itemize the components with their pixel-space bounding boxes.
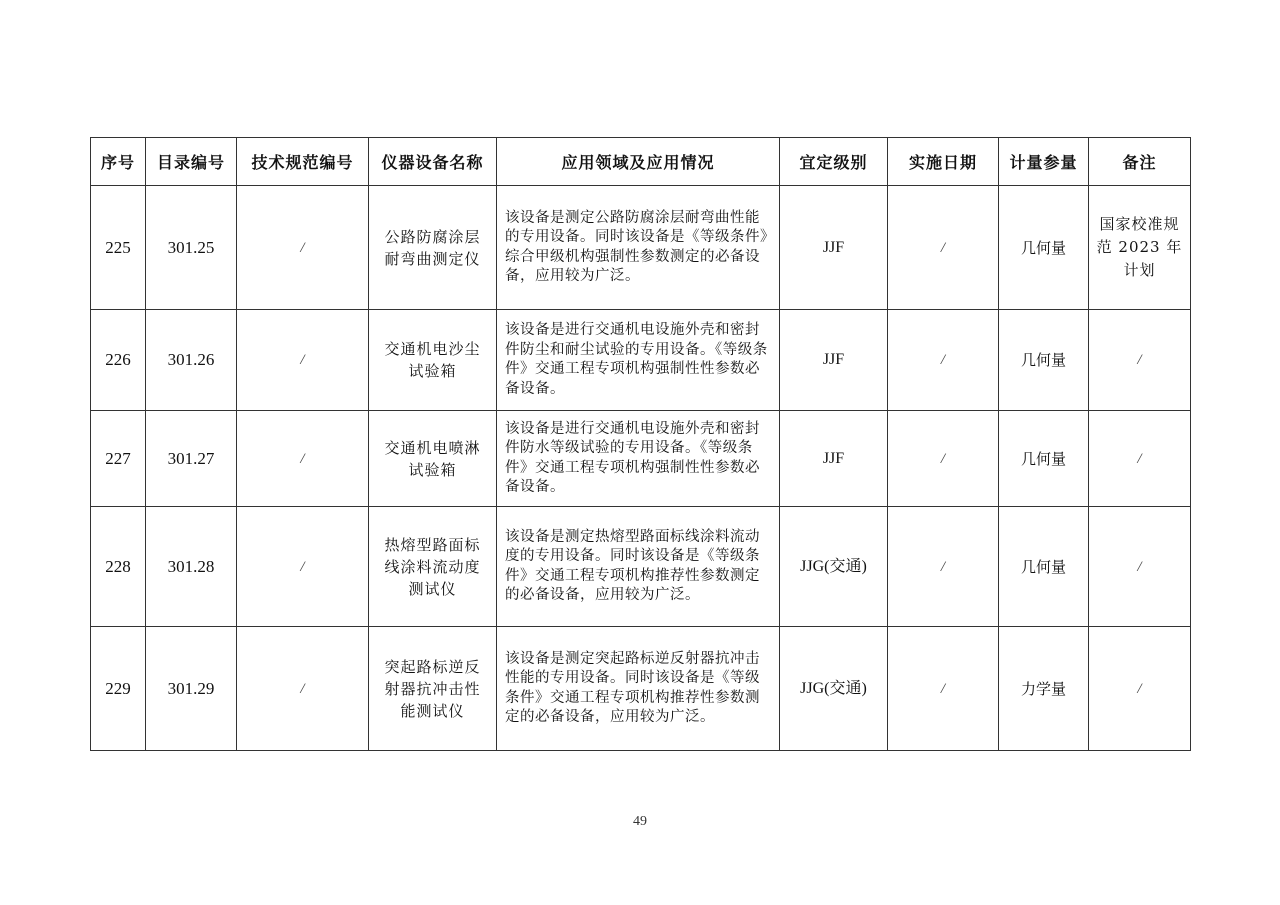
row-implementation-date: / [888, 310, 999, 411]
row-instrument-name: 突起路标逆反射器抗冲击性能测试仪 [369, 627, 497, 751]
row-instrument-name: 交通机电沙尘试验箱 [369, 310, 497, 411]
row-level: JJF [780, 310, 888, 411]
table-row [91, 627, 1191, 751]
row-seq: 228 [91, 507, 146, 627]
row-seq: 229 [91, 627, 146, 751]
header-implementation-date: 实施日期 [888, 138, 999, 186]
row-application: 该设备是进行交通机电设施外壳和密封件防尘和耐尘试验的专用设备。《等级条件》交通工程专项机构强制性性参数必备设备。 [497, 310, 780, 411]
row-catalog-number: 301.28 [146, 507, 237, 627]
table-row [91, 411, 1191, 507]
row-seq: 227 [91, 411, 146, 507]
row-level: JJF [780, 411, 888, 507]
header-seq: 序号 [91, 138, 146, 186]
row-note: / [1089, 507, 1191, 627]
row-spec-number: / [237, 411, 369, 507]
row-spec-number: / [237, 507, 369, 627]
row-implementation-date: / [888, 411, 999, 507]
header-catalog-number: 目录编号 [146, 138, 237, 186]
row-spec-number: / [237, 627, 369, 751]
row-application: 该设备是测定突起路标逆反射器抗冲击性能的专用设备。同时该设备是《等级条件》交通工程专项机构推荐性参数测定的必备设备，应用较为广泛。 [497, 627, 780, 751]
row-level: JJG(交通) [780, 507, 888, 627]
row-measurement-param: 几何量 [999, 310, 1089, 411]
row-note: 国家校准规范 2023 年计划 [1089, 186, 1191, 310]
page-number: 49 [633, 814, 647, 829]
row-catalog-number: 301.26 [146, 310, 237, 411]
row-spec-number: / [237, 310, 369, 411]
row-application: 该设备是测定公路防腐涂层耐弯曲性能的专用设备。同时该设备是《等级条件》综合甲级机构强制性参数测定的必备设备，应用较为广泛。 [497, 186, 780, 310]
table-row [91, 186, 1191, 310]
table-header-row [91, 138, 1191, 186]
table-row [91, 310, 1191, 411]
header-instrument-name: 仪器设备名称 [369, 138, 497, 186]
row-note: / [1089, 411, 1191, 507]
header-level: 宜定级别 [780, 138, 888, 186]
row-catalog-number: 301.29 [146, 627, 237, 751]
row-catalog-number: 301.25 [146, 186, 237, 310]
row-application: 该设备是测定热熔型路面标线涂料流动度的专用设备。同时该设备是《等级条件》交通工程专项机构推荐性参数测定的必备设备，应用较为广泛。 [497, 507, 780, 627]
row-instrument-name: 交通机电喷淋试验箱 [369, 411, 497, 507]
row-level: JJF [780, 186, 888, 310]
row-implementation-date: / [888, 627, 999, 751]
row-note: / [1089, 627, 1191, 751]
row-catalog-number: 301.27 [146, 411, 237, 507]
equipment-table [90, 137, 1191, 751]
row-measurement-param: 几何量 [999, 411, 1089, 507]
header-spec-number: 技术规范编号 [237, 138, 369, 186]
row-note: / [1089, 310, 1191, 411]
row-implementation-date: / [888, 186, 999, 310]
row-spec-number: / [237, 186, 369, 310]
row-seq: 226 [91, 310, 146, 411]
row-measurement-param: 力学量 [999, 627, 1089, 751]
row-instrument-name: 公路防腐涂层耐弯曲测定仪 [369, 186, 497, 310]
table-row [91, 507, 1191, 627]
header-measurement-param: 计量参量 [999, 138, 1089, 186]
row-level: JJG(交通) [780, 627, 888, 751]
row-implementation-date: / [888, 507, 999, 627]
row-measurement-param: 几何量 [999, 507, 1089, 627]
row-seq: 225 [91, 186, 146, 310]
header-note: 备注 [1089, 138, 1191, 186]
row-instrument-name: 热熔型路面标线涂料流动度测试仪 [369, 507, 497, 627]
header-application: 应用领域及应用情况 [497, 138, 780, 186]
row-application: 该设备是进行交通机电设施外壳和密封件防水等级试验的专用设备。《等级条件》交通工程专项机构强制性性参数必备设备。 [497, 411, 780, 507]
row-measurement-param: 几何量 [999, 186, 1089, 310]
